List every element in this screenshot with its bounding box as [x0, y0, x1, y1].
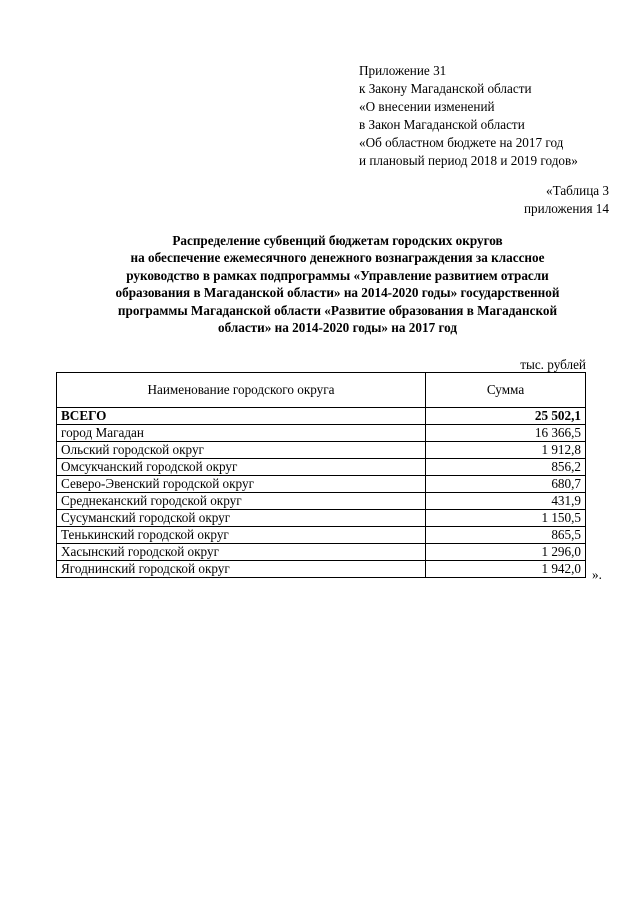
appendix-header — [359, 62, 578, 170]
appendix-line: Приложение 31 — [359, 63, 447, 78]
district-sum: 1 912,8 — [426, 442, 586, 459]
closing-quote-mark: ». — [592, 567, 602, 582]
district-name: Среднеканский городской округ — [57, 493, 426, 510]
table-row — [57, 476, 586, 493]
appendix-line: к Закону Магаданской области — [359, 81, 532, 96]
document-title — [60, 232, 615, 336]
district-sum: 856,2 — [426, 459, 586, 476]
title-line: образования в Магаданской области» на 2014-2020 годы» государственной — [115, 285, 560, 301]
table-reference — [524, 182, 609, 218]
table-row — [57, 493, 586, 510]
appendix-line: «О внесении изменений — [359, 99, 495, 114]
title-line: программы Магаданской области «Развитие образования в Магаданской — [117, 302, 558, 318]
district-name: Омсукчанский городской округ — [57, 459, 426, 476]
table-reference-line: приложения 14 — [523, 201, 609, 216]
district-sum: 1 942,0 — [426, 561, 586, 578]
column-header-name: Наименование городского округа — [57, 373, 426, 408]
title-line: на обеспечение ежемесячного денежного вознаграждения за классное — [130, 250, 545, 266]
title-line: руководство в рамках подпрограммы «Управление развитием отрасли — [126, 267, 549, 283]
district-sum: 865,5 — [426, 527, 586, 544]
units-label: тыс. рублей — [520, 357, 586, 372]
district-name: Хасынский городской округ — [57, 544, 426, 561]
subvention-table — [56, 372, 586, 578]
district-sum: 16 366,5 — [426, 425, 586, 442]
district-name: Ягоднинский городской округ — [57, 561, 426, 578]
total-row — [57, 408, 586, 425]
district-sum: 1 150,5 — [426, 510, 586, 527]
appendix-line: и плановый период 2018 и 2019 годов» — [359, 153, 578, 168]
appendix-line: «Об областном бюджете на 2017 год — [359, 135, 564, 150]
total-label: ВСЕГО — [57, 408, 426, 425]
district-name: Северо-Эвенский городской округ — [57, 476, 426, 493]
table-row — [57, 561, 586, 578]
district-sum: 1 296,0 — [426, 544, 586, 561]
table-row — [57, 442, 586, 459]
district-name: Тенькинский городской округ — [57, 527, 426, 544]
table-row — [57, 527, 586, 544]
district-name: Сусуманский городской округ — [57, 510, 426, 527]
district-sum: 680,7 — [426, 476, 586, 493]
table-reference-line: «Таблица 3 — [546, 183, 609, 198]
table-header-row — [57, 373, 586, 408]
title-line: области» на 2014-2020 годы» на 2017 год — [217, 320, 458, 336]
column-header-sum: Сумма — [426, 373, 586, 408]
district-name: город Магадан — [57, 425, 426, 442]
district-sum: 431,9 — [426, 493, 586, 510]
table-row — [57, 544, 586, 561]
district-name: Ольский городской округ — [57, 442, 426, 459]
appendix-line: в Закон Магаданской области — [359, 117, 525, 132]
table-row — [57, 459, 586, 476]
table-row — [57, 510, 586, 527]
title-line: Распределение субвенций бюджетам городских округов — [172, 233, 503, 248]
table-row — [57, 425, 586, 442]
total-sum: 25 502,1 — [426, 408, 586, 425]
